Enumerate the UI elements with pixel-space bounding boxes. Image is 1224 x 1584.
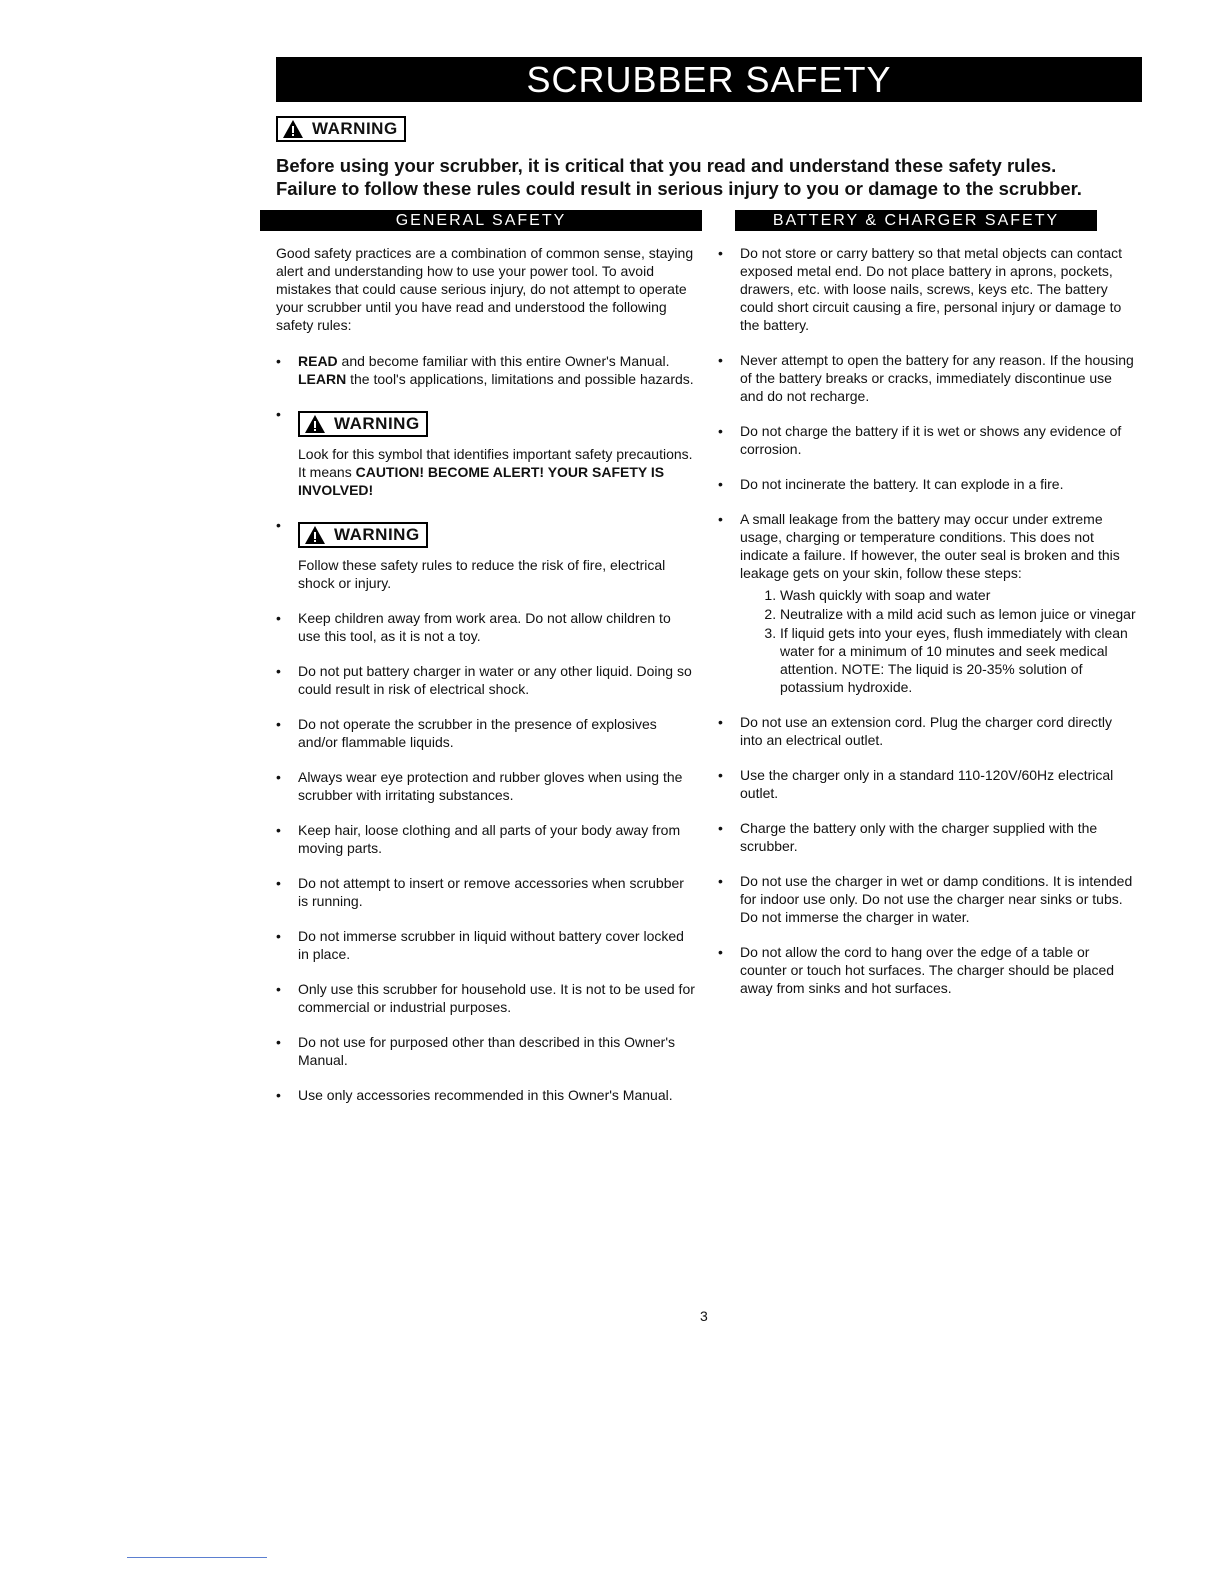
list-item: • Do not allow the cord to hang over the edge of a table or counter or touch hot surfaces. The charger should be placed away from sinks and hot surfaces. (718, 943, 1138, 997)
list-item: • Keep children away from work area. Do not allow children to use this tool, as it is not a toy. (276, 609, 696, 645)
warning-label (276, 116, 406, 144)
list-item: • Never attempt to open the battery for any reason. If the housing of the battery breaks or cracks, immediately discontinue use and do not recharge. (718, 351, 1138, 405)
step-item: 3. If liquid gets into your eyes, flush immediately with clean water for a minimum of 10 minutes and seek medical attention. NOTE: The liquid is 20-35% solution of potassium hydroxide. (780, 624, 1138, 696)
leakage-steps (740, 586, 1138, 696)
list-item: • Do not put battery charger in water or any other liquid. Doing so could result in risk of electrical shock. (276, 662, 696, 698)
list-item: • Only use this scrubber for household use. It is not to be used for commercial or industrial purposes. (276, 980, 696, 1016)
warning-label: • WARNING (298, 522, 428, 548)
list-item: • Do not use for purposed other than described in this Owner's Manual. (276, 1033, 696, 1069)
list-item: • Do not store or carry battery so that metal objects can contact exposed metal end. Do not place battery in aprons, pockets, drawers, etc. with loose nails, screws, keys etc. The battery could short circuit causing a fire, personal injury or damage to the battery. (718, 244, 1138, 334)
intro-text (276, 154, 1126, 200)
battery-safety-column (718, 244, 1138, 1014)
list-item: • Do not use the charger in wet or damp conditions. It is intended for indoor use only. Do not use the charger near sinks or tubs. Do not immerse the charger in water. (718, 872, 1138, 926)
step-item: 2. Neutralize with a mild acid such as lemon juice or vinegar (780, 605, 1138, 623)
list-item: • Do not incinerate the battery. It can explode in a fire. (718, 475, 1138, 493)
warning-triangle-icon (304, 414, 326, 434)
warning-triangle-icon (282, 119, 304, 139)
list-item: • Always wear eye protection and rubber gloves when using the scrubber with irritating substances. (276, 768, 696, 804)
intro-line-1: Before using your scrubber, it is critical that you read and understand these safety rules. (276, 155, 1057, 176)
list-item: • Keep hair, loose clothing and all parts of your body away from moving parts. (276, 821, 696, 857)
footer-rule (127, 1557, 267, 1558)
page-title: SCRUBBER SAFETY (276, 57, 1142, 102)
page-number: 3 (700, 1308, 708, 1324)
list-item: • Do not use an extension cord. Plug the charger cord directly into an electrical outlet. (718, 713, 1138, 749)
general-safety-heading: GENERAL SAFETY (260, 210, 702, 231)
list-item: • Charge the battery only with the charger supplied with the scrubber. (718, 819, 1138, 855)
list-item: • READ and become familiar with this entire Owner's Manual. LEARN the tool's applications, limitations and possible hazards. (276, 352, 696, 388)
list-item: • A small leakage from the battery may occur under extreme usage, charging or temperature conditions. This does not indicate a failure. If however, the outer seal is broken and this leakage gets on your skin, follow these steps: 1. Wash quickly with soap and water 2. Neutralize with a mild acid such as lemon juice or vinegar 3. If liquid gets into your eyes, flush immediately with clean water for a minimum of 10 minutes and seek medical attention. NOTE: The liquid is 20-35% solution of potassium hydroxide. (718, 510, 1138, 696)
general-intro: Good safety practices are a combination of common sense, staying alert and understanding how to use your power tool. To avoid mistakes that could cause serious injury, do not attempt to operate your scrubber until you have read and understood the following safety rules: (276, 245, 694, 333)
list-item: • Do not operate the scrubber in the presence of explosives and/or flammable liquids. (276, 715, 696, 751)
warning-triangle-icon (304, 525, 326, 545)
list-item: • WARNING Look for this symbol that identifies important safety precautions. It means CAUTION! BECOME ALERT! YOUR SAFETY IS INVOLVED! (276, 405, 696, 499)
list-item: • Do not attempt to insert or remove accessories when scrubber is running. (276, 874, 696, 910)
battery-safety-list (718, 244, 1138, 997)
general-safety-list (276, 352, 696, 1104)
list-item: • Use the charger only in a standard 110-120V/60Hz electrical outlet. (718, 766, 1138, 802)
battery-safety-heading: BATTERY & CHARGER SAFETY (735, 210, 1097, 231)
general-safety-column (276, 244, 696, 1121)
list-item: • Use only accessories recommended in this Owner's Manual. (276, 1086, 696, 1104)
warning-label: • WARNING (298, 411, 428, 437)
intro-line-2: Failure to follow these rules could result in serious injury to you or damage to the scrubber. (276, 178, 1082, 199)
list-item: • Do not immerse scrubber in liquid without battery cover locked in place. (276, 927, 696, 963)
list-item: • Do not charge the battery if it is wet or shows any evidence of corrosion. (718, 422, 1138, 458)
step-item: 1. Wash quickly with soap and water (780, 586, 1138, 604)
warning-text: WARNING (312, 119, 398, 138)
list-item: • WARNING Follow these safety rules to reduce the risk of fire, electrical shock or injury. (276, 516, 696, 592)
